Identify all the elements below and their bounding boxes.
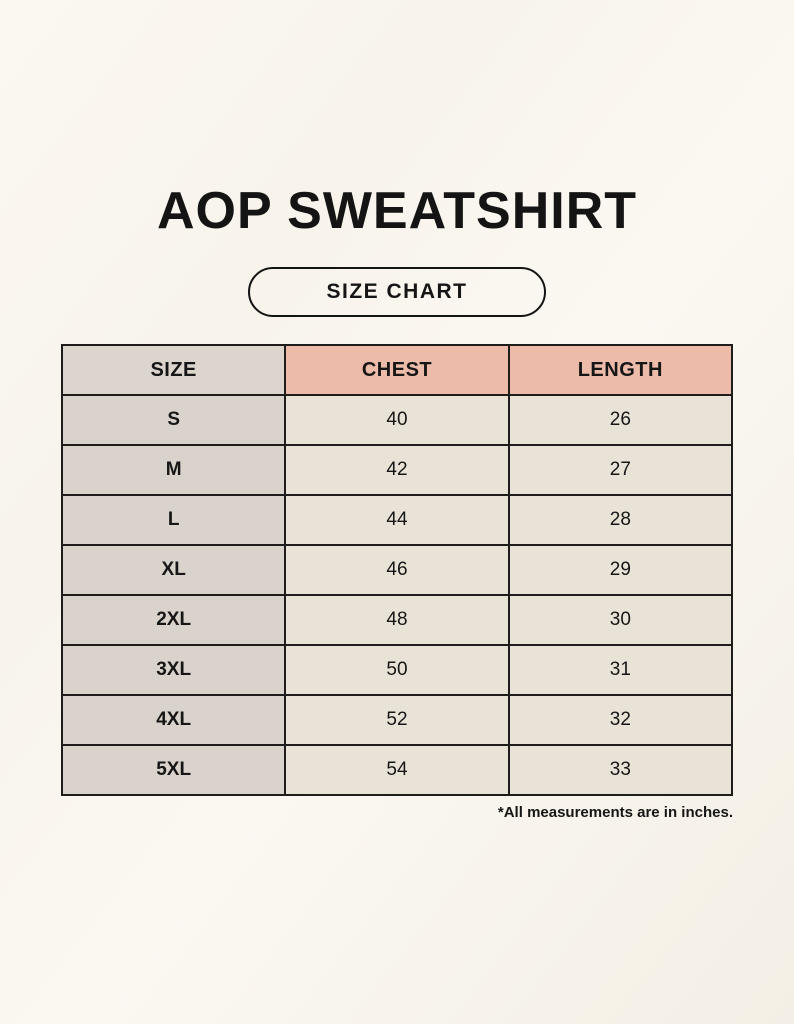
table-row xyxy=(62,645,732,695)
table-row xyxy=(62,445,732,495)
column-header-chest: CHEST xyxy=(285,345,508,395)
size-cell: 3XL xyxy=(62,645,285,695)
chest-cell: 48 xyxy=(285,595,508,645)
chest-cell: 54 xyxy=(285,745,508,795)
length-cell: 28 xyxy=(509,495,732,545)
header-row xyxy=(62,345,732,395)
chest-cell: 40 xyxy=(285,395,508,445)
size-chart-table xyxy=(61,344,733,796)
length-cell: 31 xyxy=(509,645,732,695)
table-row xyxy=(62,745,732,795)
length-cell: 30 xyxy=(509,595,732,645)
length-cell: 27 xyxy=(509,445,732,495)
size-cell: 4XL xyxy=(62,695,285,745)
size-cell: S xyxy=(62,395,285,445)
chest-cell: 44 xyxy=(285,495,508,545)
column-header-size: SIZE xyxy=(62,345,285,395)
chest-cell: 52 xyxy=(285,695,508,745)
table-row xyxy=(62,695,732,745)
column-header-length: LENGTH xyxy=(509,345,732,395)
table-body xyxy=(62,395,732,795)
table-row xyxy=(62,395,732,445)
table-row xyxy=(62,495,732,545)
size-cell: 2XL xyxy=(62,595,285,645)
chest-cell: 50 xyxy=(285,645,508,695)
table-row xyxy=(62,595,732,645)
length-cell: 33 xyxy=(509,745,732,795)
badge-container xyxy=(0,267,794,317)
page-title: AOP SWEATSHIRT xyxy=(156,182,638,240)
chest-cell: 46 xyxy=(285,545,508,595)
length-cell: 26 xyxy=(509,395,732,445)
chest-cell: 42 xyxy=(285,445,508,495)
size-cell: XL xyxy=(62,545,285,595)
length-cell: 32 xyxy=(509,695,732,745)
size-cell: L xyxy=(62,495,285,545)
size-cell: 5XL xyxy=(62,745,285,795)
size-chart-badge: SIZE CHART xyxy=(248,267,546,317)
length-cell: 29 xyxy=(509,545,732,595)
size-cell: M xyxy=(62,445,285,495)
table-header xyxy=(62,345,732,395)
measurements-footnote: *All measurements are in inches. xyxy=(497,804,733,822)
table-row xyxy=(62,545,732,595)
